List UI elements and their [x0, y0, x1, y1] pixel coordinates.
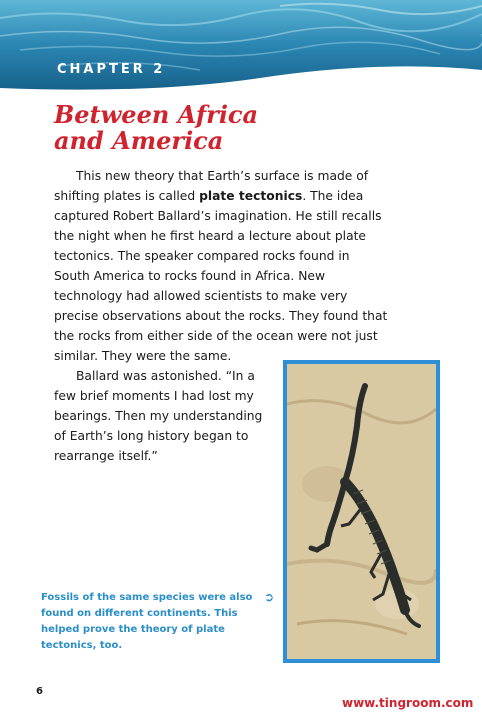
paragraph-1 [54, 166, 389, 366]
fossil-image [287, 364, 436, 659]
chapter-title [54, 102, 354, 154]
page-number: 6 [36, 686, 43, 697]
paragraph-2: Ballard was astonished. “In a few brief moments I had lost my bearings. Then my understanding of Earth’s long history began to rearrange itself.” [54, 369, 263, 463]
watermark: www.tingroom.com [342, 696, 474, 710]
paragraph-1-end: . The idea captured Robert Ballard’s imagination. He still recalls the night when he first heard a lecture about plate tectonics. The speaker compared rocks found in South America to rocks found in Africa. New technology had allowed scientists to make very precise observations about the rocks. They found that the rocks from either side of the ocean were not just similar. They were the same. [54, 189, 388, 363]
chapter-title-line1: Between Africa [54, 100, 259, 129]
chapter-title-line2: and America [54, 126, 224, 155]
key-term-plate-tectonics: plate tectonics [199, 189, 303, 203]
fossil-figure [283, 360, 440, 663]
figure-caption: Fossils of the same species were also found on different continents. This helped prove the theory of plate tectonics, too. [41, 592, 253, 651]
water-banner [0, 0, 482, 92]
chapter-label: CHAPTER 2 [57, 62, 166, 77]
paragraph-1-start: This new theory that Earth’s surface is made of shifting plates is called [54, 169, 369, 203]
water-banner-image [0, 0, 482, 92]
arrow-right-icon: ➲ [264, 590, 275, 604]
